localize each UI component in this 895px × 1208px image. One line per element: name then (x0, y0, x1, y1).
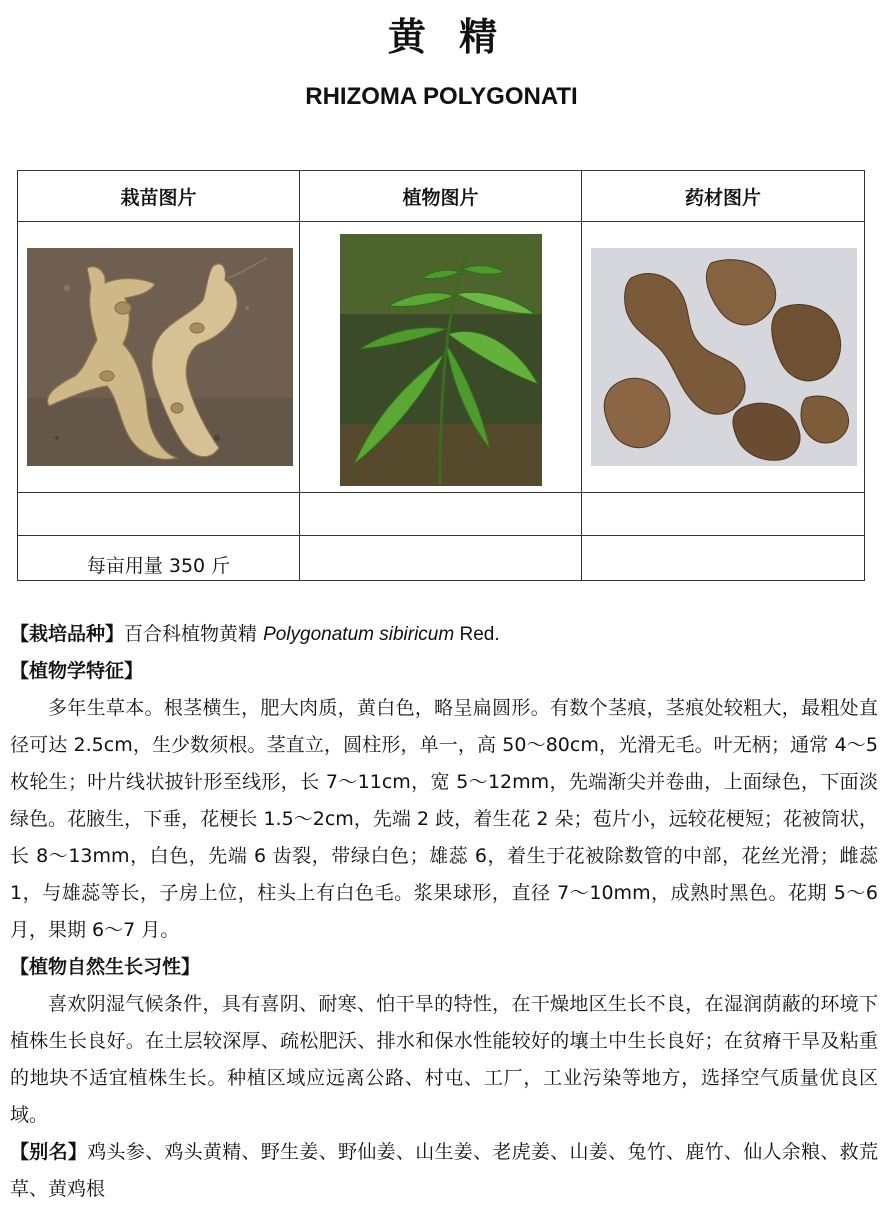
variety-latin: Polygonatum sibiricum (263, 624, 455, 645)
usage-per-mu: 每亩用量 350 斤 (18, 536, 300, 581)
alias-text: 鸡头参、鸡头黄精、野生姜、野仙姜、山生姜、老虎姜、山姜、兔竹、鹿竹、仙人余粮、救荒草、黄鸡根 (10, 1141, 878, 1200)
variety-label: 【栽培品种】 (10, 623, 125, 645)
table-header-row (18, 171, 865, 222)
plant-photo (340, 234, 542, 486)
header-seedling: 栽苗图片 (18, 171, 300, 222)
habit-paragraph: 喜欢阴湿气候条件，具有喜阴、耐寒、怕干旱的特性，在干燥地区生长不良，在湿润荫蔽的环境下植株生长良好。在土层较深厚、疏松肥沃、排水和保水性能较好的壤土中生长良好；在贫瘠干旱及粘重的地块不适宜植株生长。种植区域应远离公路、村屯、工厂，工业污染等地方，选择空气质量优良区域。 (10, 993, 878, 1126)
table-blank-row (18, 493, 865, 536)
habit-label: 【植物自然生长习性】 (10, 956, 201, 978)
botany-heading (10, 653, 878, 690)
botany-label: 【植物学特征】 (10, 660, 144, 682)
image-table (17, 170, 865, 581)
variety-line (10, 616, 878, 653)
alias-line (10, 1134, 878, 1208)
variety-author: Red. (454, 624, 500, 645)
herb-image-cell (582, 222, 865, 493)
variety-text: 百合科植物黄精 (124, 623, 264, 645)
table-usage-row (18, 536, 865, 581)
description-body (10, 616, 878, 1208)
seedling-photo (27, 248, 293, 466)
habit-heading (10, 949, 878, 986)
botany-paragraph: 多年生草本。根茎横生，肥大肉质，黄白色，略呈扁圆形。有数个茎痕，茎痕处较粗大，最粗处直径可达 2.5cm，生少数须根。茎直立，圆柱形，单一，高 50～80cm，光滑无毛。叶无柄；通常 4～5 枚轮生；叶片线状披针形至线形，长 7～11cm，宽 5～12mm，先端渐尖并卷曲，上面绿色，下面淡绿色。花腋生，下垂，花梗长 1.5～2cm，先端 2 歧，着生花 2 朵；苞片小，远较花梗短；花被筒状，长 8～13mm，白色，先端 6 齿裂，带绿白色；雄蕊 6，着生于花被除数管的中部，花丝光滑；雌蕊 1，与雄蕊等长，子房上位，柱头上有白色毛。浆果球形，直径 7～10mm，成熟时黑色。花期 5～6 月，果期 6～7 月。 (10, 697, 878, 941)
page-title: 黄 精 (387, 15, 508, 59)
header-plant: 植物图片 (300, 171, 582, 222)
table-image-row (18, 222, 865, 493)
latin-title: RHIZOMA POLYGONATI (305, 83, 578, 110)
herb-photo (591, 248, 857, 466)
header-herb: 药材图片 (582, 171, 865, 222)
plant-image-cell (300, 222, 582, 493)
seedling-image-cell (18, 222, 300, 493)
alias-label: 【别名】 (10, 1141, 88, 1163)
